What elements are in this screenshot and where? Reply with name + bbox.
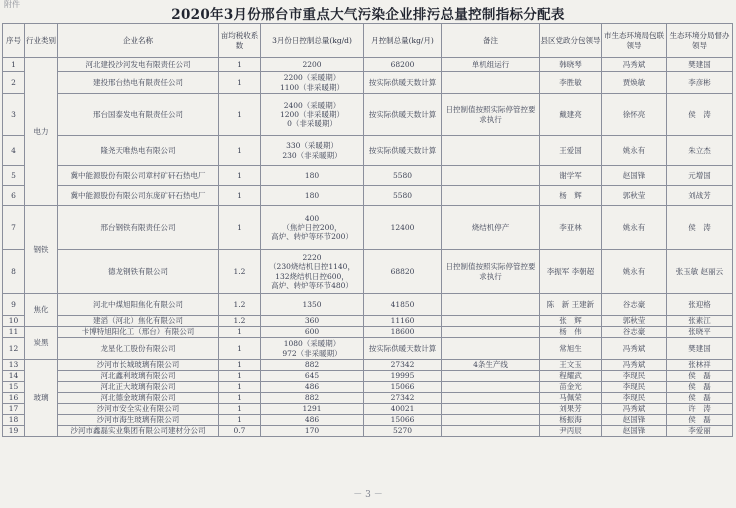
monthly-quota: 15066	[364, 382, 442, 393]
remark	[442, 327, 540, 338]
daily-quota-line: 0（非采暖期）	[287, 119, 337, 129]
remark	[442, 382, 540, 393]
branch-leader: 侯 磊	[667, 371, 733, 382]
industry-category: 钢铁	[25, 206, 58, 294]
row-number: 17	[3, 404, 25, 415]
county-leader: 李亚林	[540, 206, 602, 250]
city-leader: 谷志豪	[602, 294, 667, 316]
monthly-quota: 19995	[364, 371, 442, 382]
city-leader: 郭秋莹	[602, 186, 667, 206]
county-leader: 苗金光	[540, 382, 602, 393]
daily-quota-line: 230（非采暖期）	[282, 150, 342, 160]
row-number: 9	[3, 294, 25, 316]
monthly-quota: 15066	[364, 415, 442, 426]
city-leader: 赵国锋	[602, 426, 667, 437]
remark: 日控制值按照实际停管控要求执行	[442, 250, 540, 294]
attachment-label: 附件	[4, 0, 20, 9]
branch-leader: 李彦彬	[667, 72, 733, 94]
branch-leader: 许 涛	[667, 404, 733, 415]
county-leader: 马佩荣	[540, 393, 602, 404]
company-name: 龙星化工股份有限公司	[58, 338, 219, 360]
table-row	[3, 371, 733, 382]
branch-leader: 樊建国	[667, 338, 733, 360]
row-number: 2	[3, 72, 25, 94]
monthly-quota: 5580	[364, 186, 442, 206]
county-leader: 王爱国	[540, 136, 602, 166]
tax-coefficient: 1	[219, 404, 261, 415]
tax-coefficient: 1	[219, 371, 261, 382]
daily-quota	[261, 166, 364, 186]
company-name: 卡博特旭阳化工（邢台）有限公司	[58, 327, 219, 338]
tax-coefficient: 1	[219, 415, 261, 426]
table-row	[3, 94, 733, 136]
remark	[442, 393, 540, 404]
table-row	[3, 206, 733, 250]
city-leader: 徐怀亮	[602, 94, 667, 136]
company-name: 建滔（河北）焦化有限公司	[58, 316, 219, 327]
remark	[442, 426, 540, 437]
table-row	[3, 294, 733, 316]
tax-coefficient: 1	[219, 206, 261, 250]
branch-leader: 张晓平	[667, 327, 733, 338]
daily-quota-line: 882	[304, 360, 320, 370]
daily-quota	[261, 94, 364, 136]
company-name: 邢台国泰发电有限责任公司	[58, 94, 219, 136]
monthly-quota: 12400	[364, 206, 442, 250]
row-number: 1	[3, 58, 25, 72]
county-leader: 常旭生	[540, 338, 602, 360]
branch-leader: 侯 涛	[667, 206, 733, 250]
daily-quota-line: 1291	[302, 404, 322, 414]
monthly-quota: 按实际供暖天数计算	[364, 338, 442, 360]
branch-leader: 侯 涛	[667, 94, 733, 136]
remark	[442, 404, 540, 415]
row-number: 7	[3, 206, 25, 250]
remark: 日控制值按照实际停管控要求执行	[442, 94, 540, 136]
daily-quota-line: （230烧结机日控1140，	[269, 262, 355, 272]
tax-coefficient: 1	[219, 72, 261, 94]
remark	[442, 136, 540, 166]
daily-quota-line: 170	[304, 426, 320, 436]
tax-coefficient: 1.2	[219, 294, 261, 316]
table-row	[3, 382, 733, 393]
daily-quota-line: 360	[304, 316, 320, 326]
remark	[442, 166, 540, 186]
daily-quota	[261, 250, 364, 294]
city-leader: 李现民	[602, 382, 667, 393]
table-row	[3, 426, 733, 437]
county-leader: 张 辉	[540, 316, 602, 327]
tax-coefficient: 1	[219, 338, 261, 360]
daily-quota-line: 1080（采暖期）	[283, 339, 341, 349]
company-name: 沙河市安全实业有限公司	[58, 404, 219, 415]
header-branch-leader: 生态环境分局督办领导	[667, 24, 733, 58]
daily-quota	[261, 360, 364, 371]
row-number: 13	[3, 360, 25, 371]
daily-quota	[261, 404, 364, 415]
branch-leader: 侯 磊	[667, 382, 733, 393]
tax-coefficient: 1.2	[219, 316, 261, 327]
table-row	[3, 393, 733, 404]
table-row	[3, 166, 733, 186]
daily-quota	[261, 371, 364, 382]
industry-category: 炭黑	[25, 327, 58, 360]
daily-quota-line: 972（非采暖期）	[282, 348, 342, 358]
daily-quota	[261, 316, 364, 327]
table-row	[3, 327, 733, 338]
county-leader: 程耀武	[540, 371, 602, 382]
table-row	[3, 136, 733, 166]
company-name: 沙河市鑫磊实业集团有限公司建材分公司	[58, 426, 219, 437]
city-leader: 姚永有	[602, 250, 667, 294]
daily-quota-line: 高炉、转炉等环节480）	[271, 280, 353, 290]
city-leader: 李现民	[602, 393, 667, 404]
branch-leader: 张玉敏 赵丽云	[667, 250, 733, 294]
tax-coefficient: 1	[219, 327, 261, 338]
row-number: 8	[3, 250, 25, 294]
header-daily-quota: 3月份日控制总量(kg/d)	[261, 24, 364, 58]
company-name: 河北鑫利玻璃有限公司	[58, 371, 219, 382]
tax-coefficient: 1	[219, 94, 261, 136]
tax-coefficient: 1	[219, 382, 261, 393]
row-number: 10	[3, 316, 25, 327]
city-leader: 冯秀斌	[602, 360, 667, 371]
monthly-quota: 40021	[364, 404, 442, 415]
remark	[442, 415, 540, 426]
remark	[442, 72, 540, 94]
monthly-quota: 41850	[364, 294, 442, 316]
monthly-quota: 18600	[364, 327, 442, 338]
company-name: 沙河市长城玻璃有限公司	[58, 360, 219, 371]
row-number: 5	[3, 166, 25, 186]
table-row	[3, 360, 733, 371]
daily-quota	[261, 426, 364, 437]
daily-quota-line: 2220	[302, 253, 322, 263]
remark: 4条生产线	[442, 360, 540, 371]
city-leader: 冯秀斌	[602, 404, 667, 415]
remark	[442, 371, 540, 382]
row-number: 3	[3, 94, 25, 136]
daily-quota-line: （焦炉日控200，	[282, 222, 342, 232]
table-row	[3, 250, 733, 294]
remark: 烧结机停产	[442, 206, 540, 250]
company-name: 河北建投沙河发电有限责任公司	[58, 58, 219, 72]
header-note: 备注	[442, 24, 540, 58]
company-name: 冀中能源股份有限公司章村矿矸石热电厂	[58, 166, 219, 186]
tax-coefficient: 1	[219, 393, 261, 404]
daily-quota-line: 486	[304, 382, 320, 392]
company-name: 德龙钢铁有限公司	[58, 250, 219, 294]
branch-leader: 刘战芳	[667, 186, 733, 206]
company-name: 建投邢台热电有限责任公司	[58, 72, 219, 94]
table-row	[3, 186, 733, 206]
daily-quota-line: 400	[304, 213, 320, 223]
industry-category: 焦化	[25, 294, 58, 327]
header-no: 序号	[3, 24, 25, 58]
row-number: 19	[3, 426, 25, 437]
daily-quota-line: 486	[304, 415, 320, 425]
city-leader: 赵国锋	[602, 166, 667, 186]
tax-coefficient: 1	[219, 136, 261, 166]
company-name: 河北中煤旭阳焦化有限公司	[58, 294, 219, 316]
branch-leader: 张林祥	[667, 360, 733, 371]
branch-leader: 元增国	[667, 166, 733, 186]
county-leader: 李胜敏	[540, 72, 602, 94]
monthly-quota: 5580	[364, 166, 442, 186]
row-number: 16	[3, 393, 25, 404]
city-leader: 冯秀斌	[602, 338, 667, 360]
daily-quota	[261, 393, 364, 404]
emission-quota-table	[2, 23, 733, 437]
city-leader: 李现民	[602, 371, 667, 382]
county-leader: 刘果芳	[540, 404, 602, 415]
monthly-quota: 5270	[364, 426, 442, 437]
daily-quota-line: 1200（非采暖期）	[279, 109, 345, 119]
row-number: 14	[3, 371, 25, 382]
daily-quota-line: 2200	[302, 59, 322, 69]
branch-leader: 李爱丽	[667, 426, 733, 437]
table-row	[3, 58, 733, 72]
header-row	[3, 24, 733, 58]
tax-coefficient: 1.2	[219, 250, 261, 294]
company-name: 隆尧天唯热电有限公司	[58, 136, 219, 166]
monthly-quota: 68200	[364, 58, 442, 72]
header-city-leader: 市生态环境局包联领导	[602, 24, 667, 58]
daily-quota-line: 645	[304, 371, 320, 381]
header-monthly-quota: 月控制总量(kg/月)	[364, 24, 442, 58]
table-row	[3, 316, 733, 327]
industry-category: 玻璃	[25, 360, 58, 437]
daily-quota	[261, 136, 364, 166]
tax-coefficient: 1	[219, 58, 261, 72]
daily-quota	[261, 338, 364, 360]
daily-quota	[261, 415, 364, 426]
daily-quota-line: 180	[304, 170, 320, 180]
city-leader: 冯秀斌	[602, 58, 667, 72]
remark	[442, 338, 540, 360]
county-leader: 韩晓琴	[540, 58, 602, 72]
company-name: 邢台钢铁有限责任公司	[58, 206, 219, 250]
monthly-quota: 按实际供暖天数计算	[364, 72, 442, 94]
tax-coefficient: 1	[219, 166, 261, 186]
company-name: 河北正大玻璃有限公司	[58, 382, 219, 393]
table-row	[3, 72, 733, 94]
daily-quota	[261, 327, 364, 338]
county-leader: 杨 伟	[540, 327, 602, 338]
monthly-quota: 按实际供暖天数计算	[364, 94, 442, 136]
daily-quota-line: 2400（采暖期）	[283, 100, 341, 110]
row-number: 11	[3, 327, 25, 338]
page-number: － 3 －	[353, 490, 383, 500]
monthly-quota: 27342	[364, 360, 442, 371]
company-name: 冀中能源股份有限公司东庞矿矸石热电厂	[58, 186, 219, 206]
daily-quota	[261, 72, 364, 94]
remark	[442, 294, 540, 316]
row-number: 18	[3, 415, 25, 426]
branch-leader: 侯 磊	[667, 415, 733, 426]
monthly-quota: 11160	[364, 316, 442, 327]
header-county-leader: 县区党政分包领导	[540, 24, 602, 58]
tax-coefficient: 1	[219, 186, 261, 206]
daily-quota-line: 高炉、转炉等环节200）	[271, 232, 353, 242]
daily-quota-line: 132烧结机日控600，	[275, 271, 349, 281]
header-coefficient: 亩均税收系数	[219, 24, 261, 58]
branch-leader: 樊建国	[667, 58, 733, 72]
city-leader: 贾焕敏	[602, 72, 667, 94]
county-leader: 杨 辉	[540, 186, 602, 206]
daily-quota	[261, 294, 364, 316]
daily-quota	[261, 206, 364, 250]
remark	[442, 316, 540, 327]
table-row	[3, 415, 733, 426]
industry-category: 电力	[25, 58, 58, 206]
monthly-quota: 按实际供暖天数计算	[364, 136, 442, 166]
city-leader: 赵国锋	[602, 415, 667, 426]
daily-quota-line: 2200（采暖期）	[283, 73, 341, 83]
remark	[442, 186, 540, 206]
daily-quota-line: 1350	[302, 299, 322, 309]
city-leader: 姚永有	[602, 206, 667, 250]
county-leader: 谢学军	[540, 166, 602, 186]
daily-quota	[261, 58, 364, 72]
header-category: 行业类别	[25, 24, 58, 58]
county-leader: 李振军 李朝超	[540, 250, 602, 294]
row-number: 15	[3, 382, 25, 393]
city-leader: 谷志豪	[602, 327, 667, 338]
header-company: 企业名称	[58, 24, 219, 58]
daily-quota-line: 330（采暖期）	[286, 141, 338, 151]
daily-quota	[261, 186, 364, 206]
table-row	[3, 338, 733, 360]
tax-coefficient: 0.7	[219, 426, 261, 437]
branch-leader: 张迎格	[667, 294, 733, 316]
branch-leader: 朱立杰	[667, 136, 733, 166]
tax-coefficient: 1	[219, 360, 261, 371]
branch-leader: 侯 磊	[667, 393, 733, 404]
document-title: 2020年3月份邢台市重点大气污染企业排污总量控制指标分配表	[171, 7, 565, 23]
county-leader: 王文玉	[540, 360, 602, 371]
monthly-quota: 27342	[364, 393, 442, 404]
row-number: 4	[3, 136, 25, 166]
county-leader: 尹丙辰	[540, 426, 602, 437]
company-name: 沙河市海生玻璃有限公司	[58, 415, 219, 426]
branch-leader: 张素江	[667, 316, 733, 327]
county-leader: 杨振海	[540, 415, 602, 426]
daily-quota-line: 882	[304, 393, 320, 403]
monthly-quota: 68820	[364, 250, 442, 294]
daily-quota	[261, 382, 364, 393]
daily-quota-line: 1100（非采暖期）	[279, 82, 345, 92]
remark: 单机组运行	[442, 58, 540, 72]
daily-quota-line: 180	[304, 190, 320, 200]
daily-quota-line: 600	[304, 327, 320, 337]
row-number: 6	[3, 186, 25, 206]
city-leader: 郭秋莹	[602, 316, 667, 327]
row-number: 12	[3, 338, 25, 360]
city-leader: 姚永有	[602, 136, 667, 166]
county-leader: 戴建亮	[540, 94, 602, 136]
county-leader: 陈 新 王建新	[540, 294, 602, 316]
table-row	[3, 404, 733, 415]
company-name: 河北德金玻璃有限公司	[58, 393, 219, 404]
